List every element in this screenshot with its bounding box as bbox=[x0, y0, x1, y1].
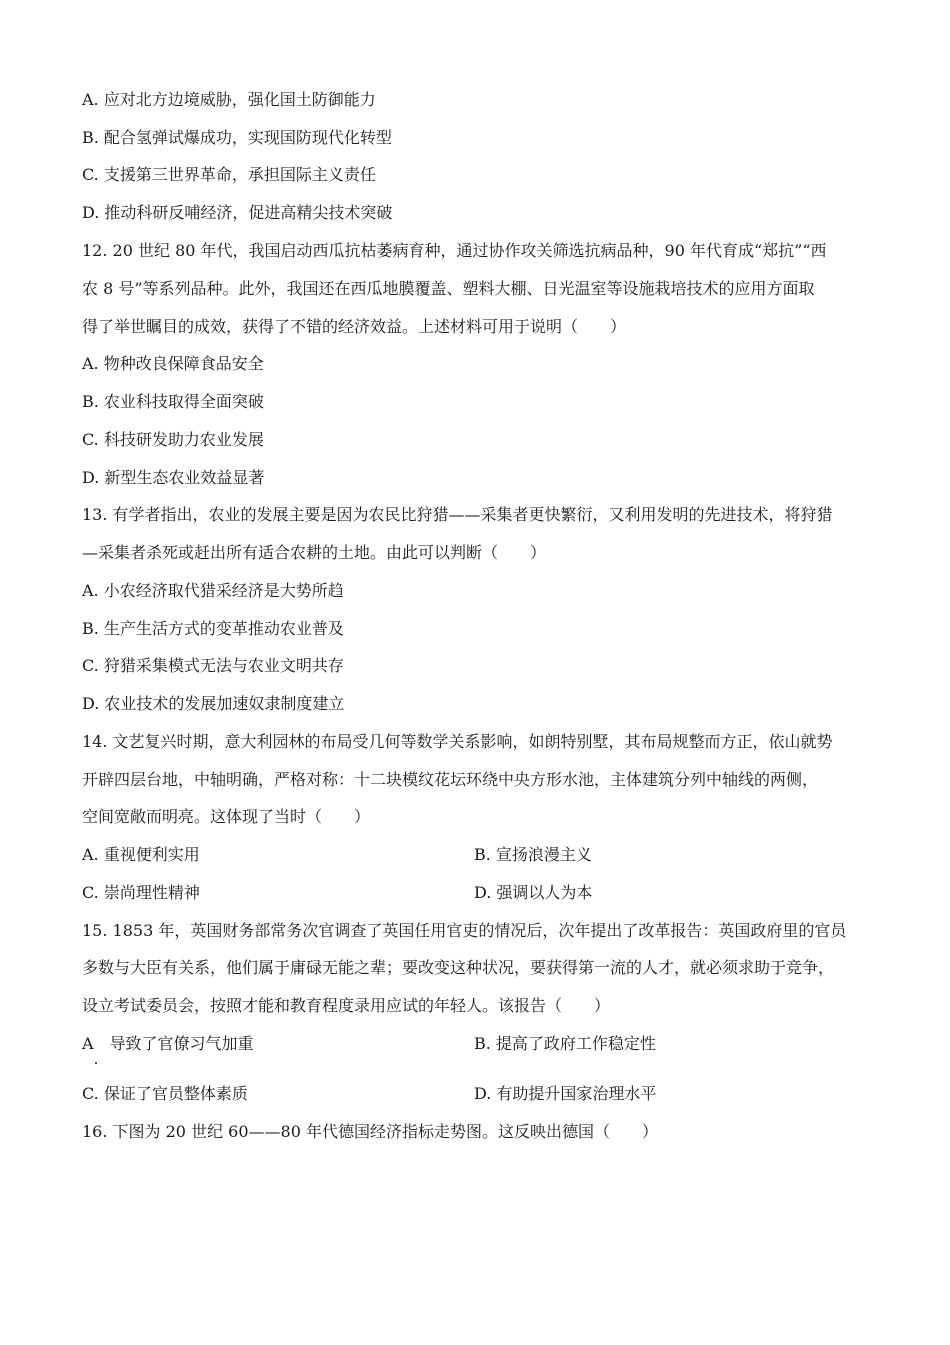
q13-option-a: A. 小农经济取代猎采经济是大势所趋 bbox=[82, 581, 344, 600]
q11-option-a: A. 应对北方边境威胁，强化国土防御能力 bbox=[82, 90, 376, 109]
q12-option-c: C. 科技研发助力农业发展 bbox=[82, 430, 264, 449]
q13-option-b: B. 生产生活方式的变革推动农业普及 bbox=[82, 619, 344, 638]
q15-option-c: C. 保证了官员整体素质 bbox=[82, 1084, 248, 1103]
q13-option-c: C. 狩猎采集模式无法与农业文明共存 bbox=[82, 656, 344, 675]
q11-option-d: D. 推动科研反哺经济，促进高精尖技术突破 bbox=[82, 203, 393, 222]
q14-option-a: A. 重视便利实用 bbox=[82, 845, 200, 864]
q14-option-b: B. 宣扬浪漫主义 bbox=[474, 845, 592, 864]
q15-stem-line-2: 多数与大臣有关系，他们属于庸碌无能之辈；要改变这种状况，要获得第一流的人才，就必须求助于竞争， bbox=[82, 958, 835, 977]
q14-stem-line-3: 空间宽敞而明亮。这体现了当时（ ） bbox=[82, 807, 371, 826]
q14-stem-line-1: 14. 文艺复兴时期，意大利园林的布局受几何等数学关系影响，如朗特别墅，其布局规整而方正，依山就势 bbox=[82, 732, 833, 751]
q13-stem-line-2: —采集者杀死或赶出所有适合农耕的土地。由此可以判断（ ） bbox=[82, 543, 547, 562]
q15-stem-line-1: 15. 1853 年，英国财务部常务次官调查了英国任用官吏的情况后，次年提出了改革报告：英国政府里的官员 bbox=[82, 921, 847, 940]
q11-option-c: C. 支援第三世界革命，承担国际主义责任 bbox=[82, 165, 376, 184]
scan-speck bbox=[95, 1062, 97, 1064]
q15-stem-line-3: 设立考试委员会，按照才能和教育程度录用应试的年轻人。该报告（ ） bbox=[82, 996, 611, 1015]
q14-stem-line-2: 开辟四层台地，中轴明确，严格对称：十二块模纹花坛环绕中央方形水池，主体建筑分列中轴线的两侧， bbox=[82, 770, 819, 789]
q12-option-b: B. 农业科技取得全面突破 bbox=[82, 392, 264, 411]
q14-option-d: D. 强调以人为本 bbox=[474, 883, 593, 902]
q12-stem-line-1: 12. 20 世纪 80 年代，我国启动西瓜抗枯萎病育种，通过协作攻关筛选抗病品种，90 年代育成“郑抗”“西 bbox=[82, 241, 827, 260]
q12-stem-line-3: 得了举世瞩目的成效，获得了不错的经济效益。上述材料可用于说明（ ） bbox=[82, 317, 627, 336]
q12-option-d: D. 新型生态农业效益显著 bbox=[82, 468, 265, 487]
q16-stem-line-1: 16. 下图为 20 世纪 60——80 年代德国经济指标走势图。这反映出德国（ ） bbox=[82, 1122, 658, 1141]
q11-option-b: B. 配合氢弹试爆成功，实现国防现代化转型 bbox=[82, 128, 392, 147]
q14-option-c: C. 崇尚理性精神 bbox=[82, 883, 200, 902]
q13-stem-line-1: 13. 有学者指出，农业的发展主要是因为农民比狩猎——采集者更快繁衍，又利用发明的先进技术，将狩猎 bbox=[82, 505, 833, 524]
q15-option-b: B. 提高了政府工作稳定性 bbox=[474, 1034, 656, 1053]
q13-option-d: D. 农业技术的发展加速奴隶制度建立 bbox=[82, 694, 345, 713]
q12-option-a: A. 物种改良保障食品安全 bbox=[82, 354, 264, 373]
q15-option-a: A 导致了官僚习气加重 bbox=[82, 1034, 254, 1053]
q15-option-d: D. 有助提升国家治理水平 bbox=[474, 1084, 657, 1103]
q12-stem-line-2: 农 8 号”等系列品种。此外，我国还在西瓜地膜覆盖、塑料大棚、日光温室等设施栽培技术的应用方面取 bbox=[82, 279, 815, 298]
